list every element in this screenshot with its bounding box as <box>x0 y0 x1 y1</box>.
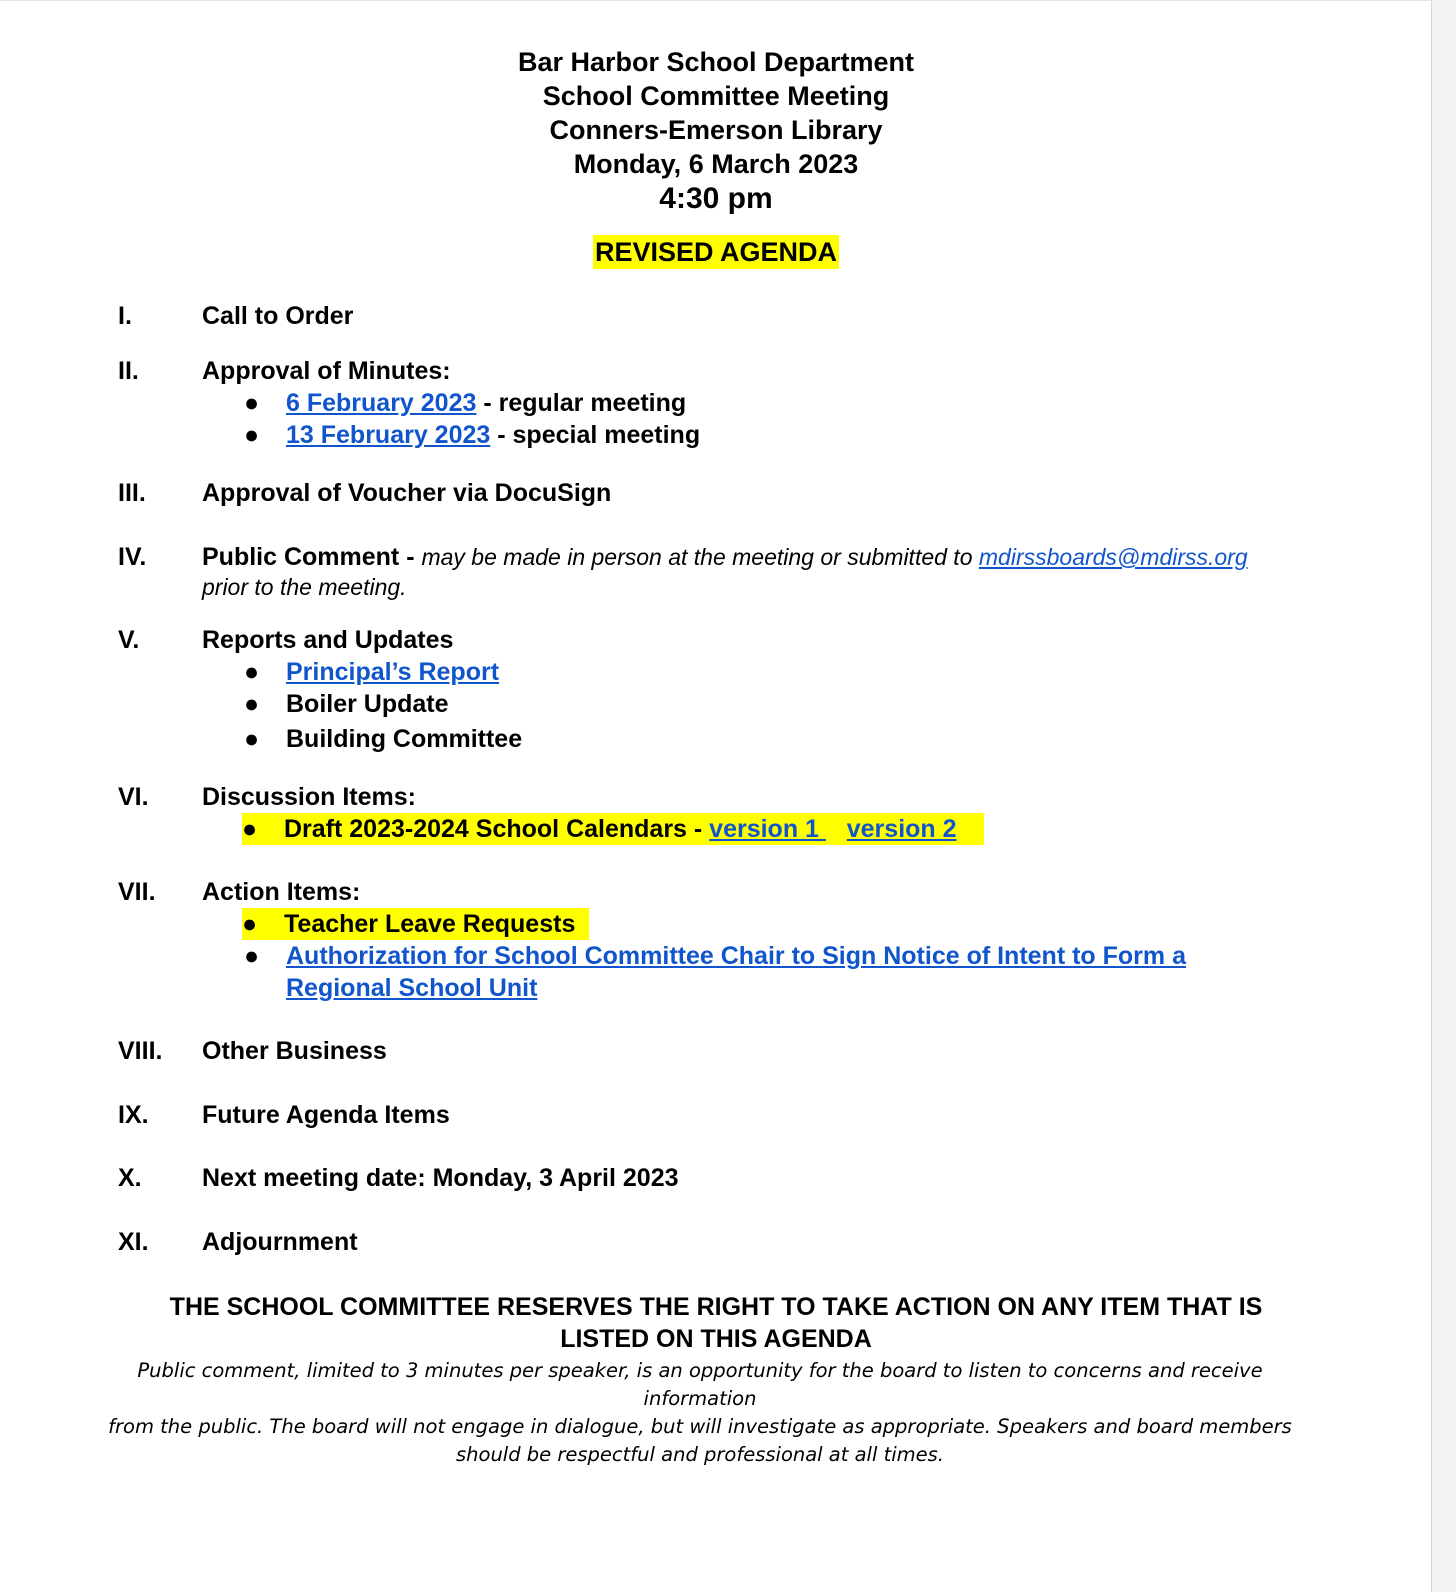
reservation-notice-line: THE SCHOOL COMMITTEE RESERVES THE RIGHT TO TAKE ACTION ON ANY ITEM THAT IS <box>169 1293 1263 1321</box>
header-organization: Bar Harbor School Department <box>517 47 915 77</box>
bullet-icon: ● <box>244 690 260 718</box>
item-label: Public Comment <box>202 543 400 571</box>
bullet-icon: ● <box>244 658 260 686</box>
revised-agenda-label: REVISED AGENDA <box>594 237 838 267</box>
item-label: Discussion Items: <box>202 783 416 811</box>
header-date: Monday, 6 March 2023 <box>573 149 859 179</box>
item-label: Call to Order <box>202 302 354 330</box>
bullet-icon: ● <box>244 421 260 449</box>
item-label: Approval of Voucher via DocuSign <box>202 479 612 507</box>
minutes-desc: - regular meeting <box>476 389 687 417</box>
item-number: II. <box>118 357 139 385</box>
item-number: V. <box>118 626 140 654</box>
item-number: X. <box>118 1164 142 1192</box>
item-number: I. <box>118 302 132 330</box>
reservation-notice-line: LISTED ON THIS AGENDA <box>560 1325 872 1353</box>
minutes-link-feb-13[interactable]: 13 February 2023 <box>286 421 491 449</box>
teacher-leave-text: Teacher Leave Requests <box>284 910 576 938</box>
calendar-version-1-link[interactable]: version 1 <box>709 815 826 843</box>
item-number: VI. <box>118 783 149 811</box>
policy-line: should be respectful and professional at all times. <box>456 1443 944 1466</box>
principals-report-link[interactable]: Principal’s Report <box>286 658 500 686</box>
list-item <box>242 813 984 845</box>
bullet-icon: ● <box>244 389 260 417</box>
policy-line: from the public. The board will not engage in dialogue, but will investigate as appropriate. Speakers and board members <box>108 1415 1292 1438</box>
item-number: III. <box>118 479 146 507</box>
authorization-link[interactable]: Authorization for School Committee Chair to Sign Notice of Intent to Form a Regional School Unit <box>286 942 1186 1002</box>
calendars-text: Draft 2023-2024 School Calendars - <box>284 815 710 843</box>
discussion-list <box>244 813 986 845</box>
boiler-update-text: Boiler Update <box>286 690 449 718</box>
header-location: Conners-Emerson Library <box>549 115 883 145</box>
bullet-icon: ● <box>244 725 260 753</box>
calendar-version-2-link[interactable]: version 2 <box>846 815 957 843</box>
public-comment-note-continued: prior to the meeting. <box>202 574 407 600</box>
header-time: 4:30 pm <box>659 182 773 215</box>
building-committee-text: Building Committee <box>286 725 523 753</box>
header-meeting-type: School Committee Meeting <box>542 81 890 111</box>
public-comment-note: may be made in person at the meeting or submitted to <box>421 544 979 570</box>
item-label: Next meeting date: Monday, 3 April 2023 <box>202 1164 679 1192</box>
item-number: VII. <box>118 878 156 906</box>
item-label: Reports and Updates <box>202 626 454 654</box>
item-label: Action Items: <box>202 878 361 906</box>
document-header <box>0 45 1432 217</box>
minutes-desc: - special meeting <box>490 421 701 449</box>
bullet-icon: ● <box>242 910 258 938</box>
item-label: Approval of Minutes: <box>202 357 451 385</box>
item-separator: - <box>399 543 422 571</box>
minutes-link-feb-6[interactable]: 6 February 2023 <box>286 389 477 417</box>
email-link[interactable]: mdirssboards@mdirss.org <box>978 544 1248 570</box>
item-label: Other Business <box>202 1037 387 1065</box>
list-item <box>242 908 589 940</box>
item-label: Adjournment <box>202 1228 358 1256</box>
bullet-icon: ● <box>244 942 260 970</box>
action-list <box>242 908 1186 1004</box>
item-number: XI. <box>118 1228 149 1256</box>
item-number: VIII. <box>118 1037 163 1065</box>
public-comment-policy <box>90 1357 1310 1469</box>
item-number: IX. <box>118 1101 149 1129</box>
item-number: IV. <box>118 543 147 571</box>
revised-agenda-title <box>0 234 1432 270</box>
item-label: Future Agenda Items <box>202 1101 450 1129</box>
policy-line: Public comment, limited to 3 minutes per speaker, is an opportunity for the board to listen to concerns and receive information <box>137 1359 1263 1410</box>
reservation-notice <box>0 1291 1432 1355</box>
list-item <box>244 940 1186 1004</box>
bullet-icon: ● <box>242 815 258 843</box>
